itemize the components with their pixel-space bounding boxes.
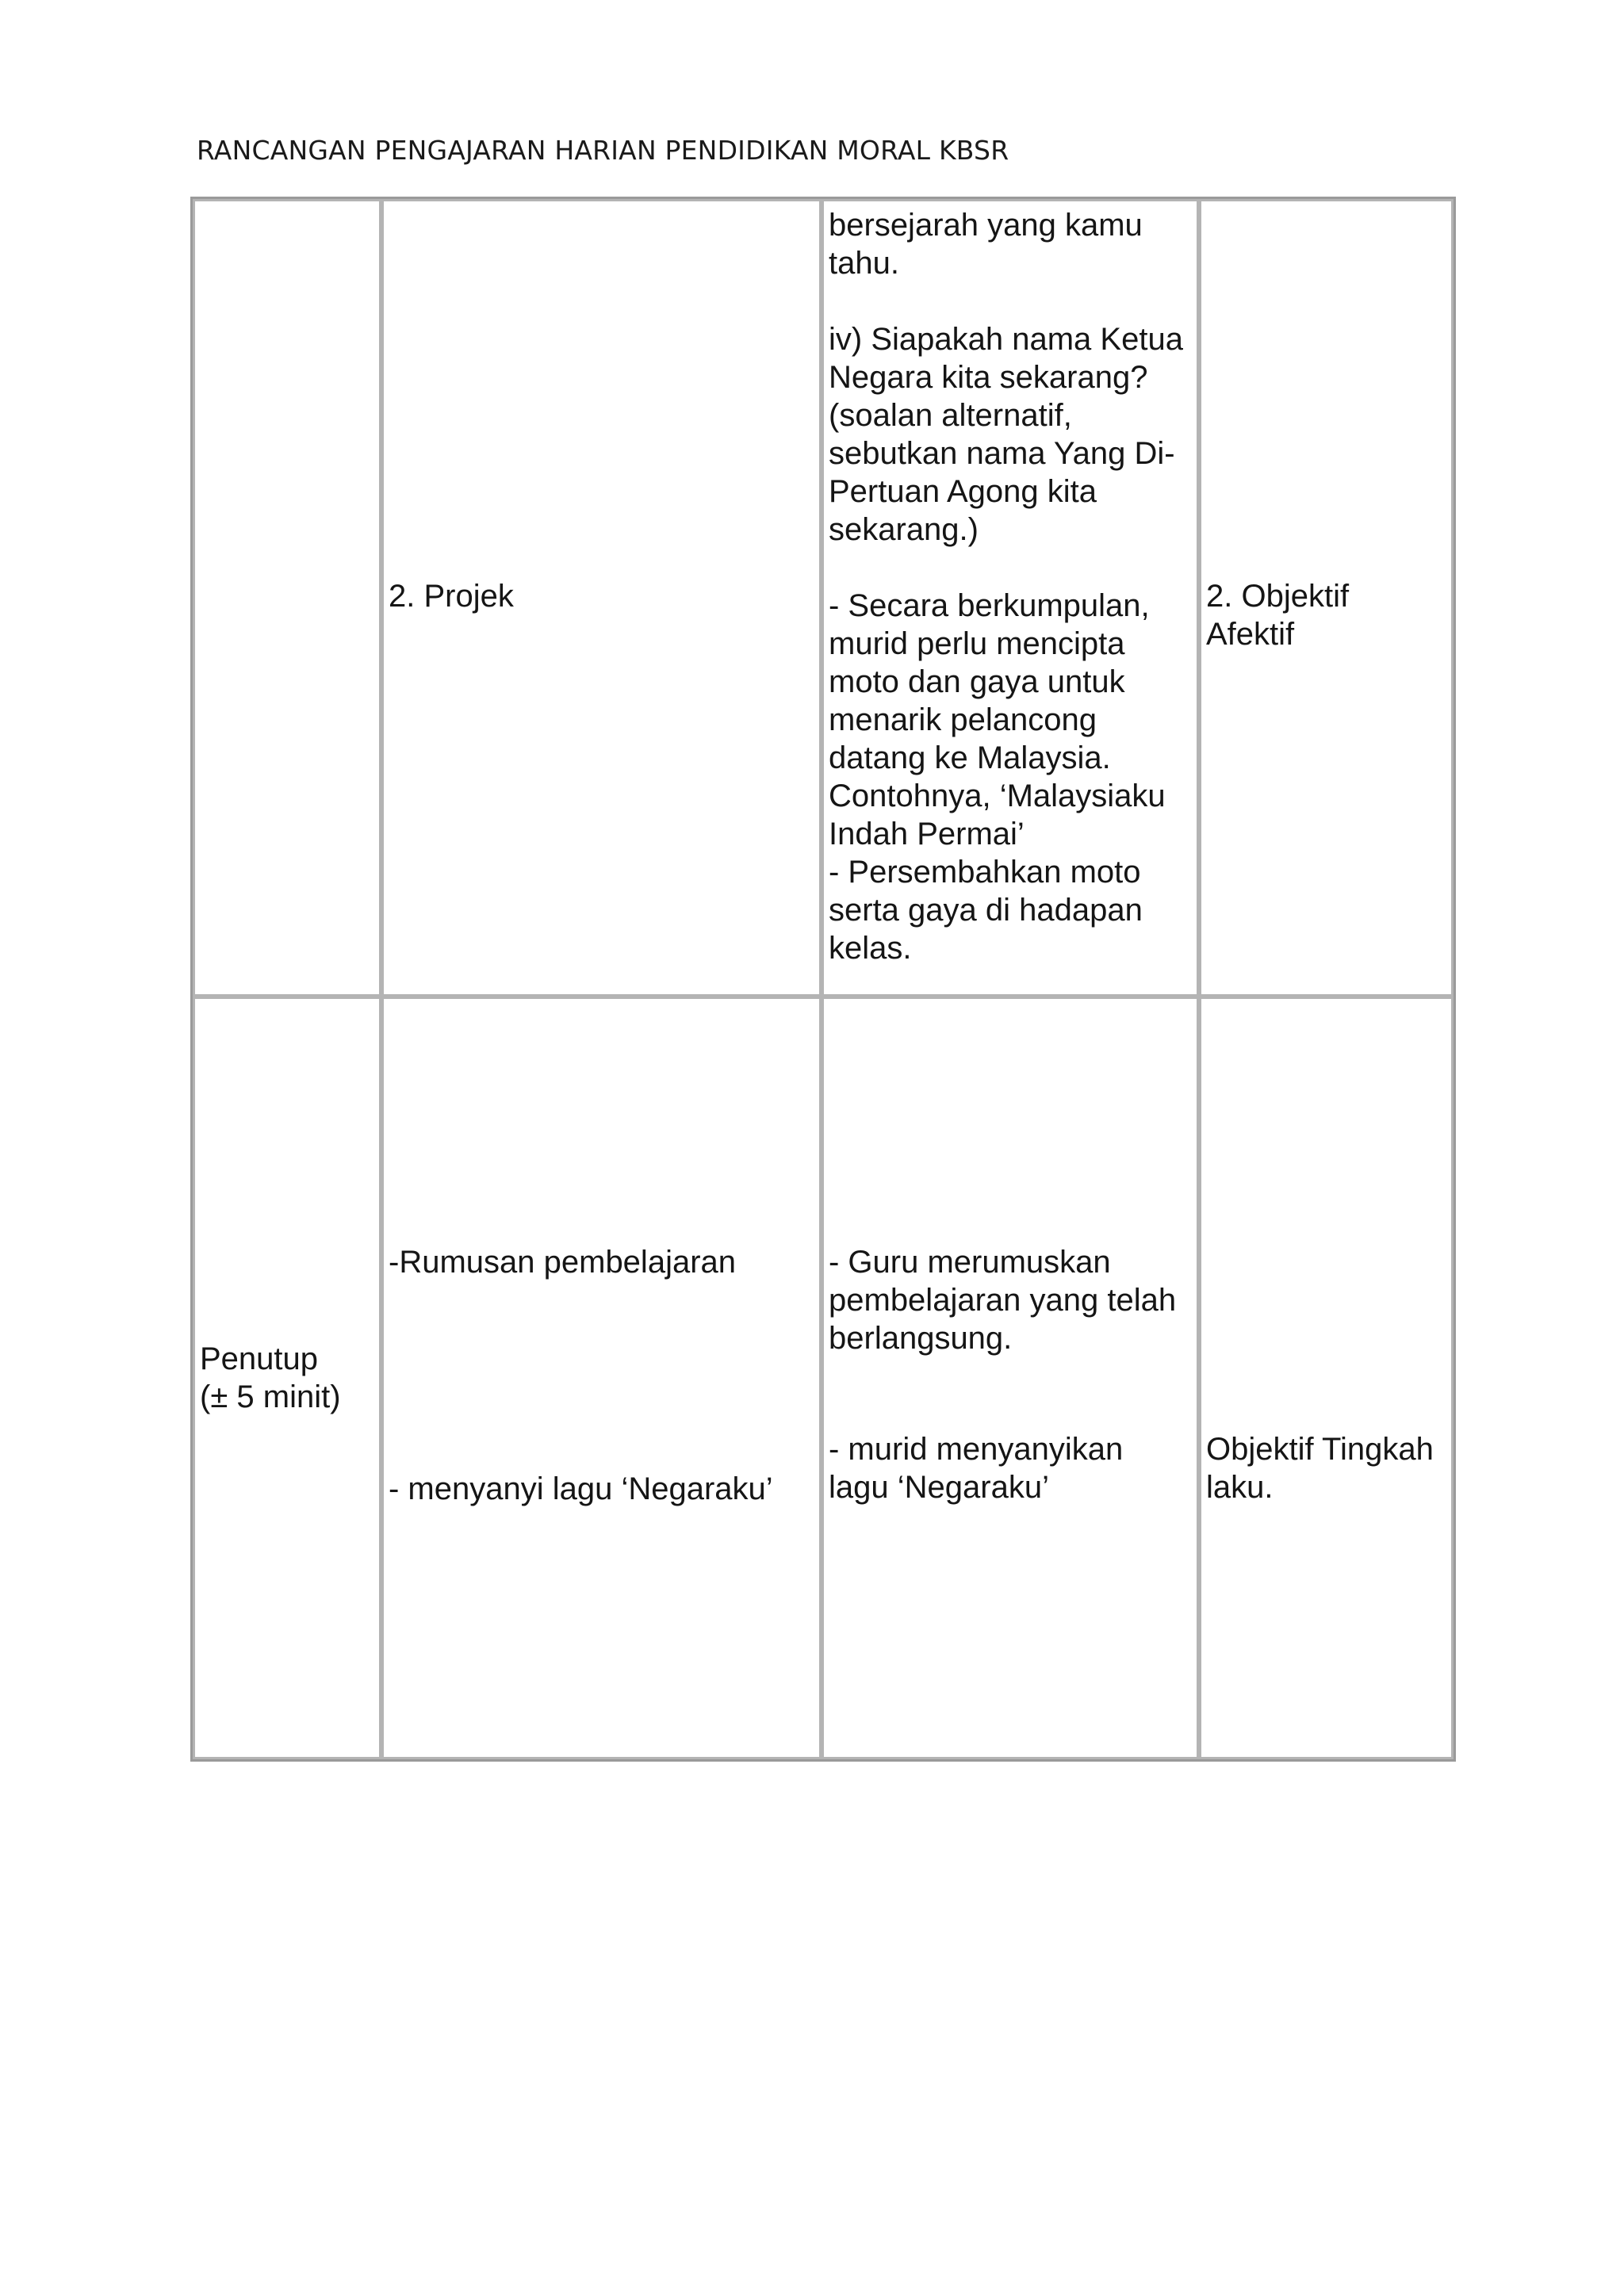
note-line: laku. <box>1206 1470 1274 1505</box>
stage-duration: (± 5 minit) <box>200 1380 341 1414</box>
stage-cell <box>193 199 381 997</box>
notes-cell <box>1199 199 1454 997</box>
content-item-menyanyi: - menyanyi lagu ‘Negaraku’ <box>389 1471 773 1506</box>
activities-cell <box>822 997 1199 1759</box>
content-cell <box>381 997 822 1759</box>
notes-cell <box>1199 997 1454 1759</box>
activities-cell <box>822 199 1199 997</box>
note-line: Afektif <box>1206 617 1295 652</box>
page-header: RANCANGAN PENGAJARAN HARIAN PENDIDIKAN MORAL KBSR <box>197 135 1009 166</box>
stage-cell <box>193 997 381 1759</box>
activity-line: murid perlu mencipta <box>829 626 1125 661</box>
content-item-projek: 2. Projek <box>389 579 514 614</box>
activity-line: iv) Siapakah nama Ketua <box>829 322 1183 357</box>
activity-line: - Guru merumuskan <box>829 1245 1111 1280</box>
activity-line: - murid menyanyikan <box>829 1432 1124 1467</box>
content-cell <box>381 199 822 997</box>
activity-line: kelas. <box>829 931 912 966</box>
activity-line: serta gaya di hadapan <box>829 893 1143 928</box>
activity-line: Indah Permai’ <box>829 817 1025 851</box>
activity-line: sekarang.) <box>829 512 979 547</box>
stage-label: Penutup <box>200 1341 319 1376</box>
activity-line: berlangsung. <box>829 1321 1013 1356</box>
activity-line: Contohnya, ‘Malaysiaku <box>829 779 1166 813</box>
activity-line: sebutkan nama Yang Di- <box>829 436 1175 471</box>
note-line: 2. Objektif <box>1206 579 1350 614</box>
activity-line: tahu. <box>829 246 899 281</box>
lesson-plan-table <box>190 197 1456 1762</box>
activity-line: Negara kita sekarang? <box>829 360 1148 395</box>
activity-line: - Secara berkumpulan, <box>829 588 1150 623</box>
activity-line: lagu ‘Negaraku’ <box>829 1470 1049 1505</box>
activity-line: - Persembahkan moto <box>829 855 1141 890</box>
activity-line: moto dan gaya untuk <box>829 664 1125 699</box>
content-item-rumusan: -Rumusan pembelajaran <box>389 1245 737 1280</box>
activity-line: menarik pelancong <box>829 702 1097 737</box>
table-row <box>193 997 1454 1759</box>
activity-line: (soalan alternatif, <box>829 398 1072 433</box>
activity-line: datang ke Malaysia. <box>829 740 1111 775</box>
activity-line: pembelajaran yang telah <box>829 1283 1177 1318</box>
activity-line: bersejarah yang kamu <box>829 208 1143 243</box>
note-line: Objektif Tingkah <box>1206 1432 1434 1467</box>
table-row <box>193 199 1454 997</box>
activity-line: Pertuan Agong kita <box>829 474 1097 509</box>
